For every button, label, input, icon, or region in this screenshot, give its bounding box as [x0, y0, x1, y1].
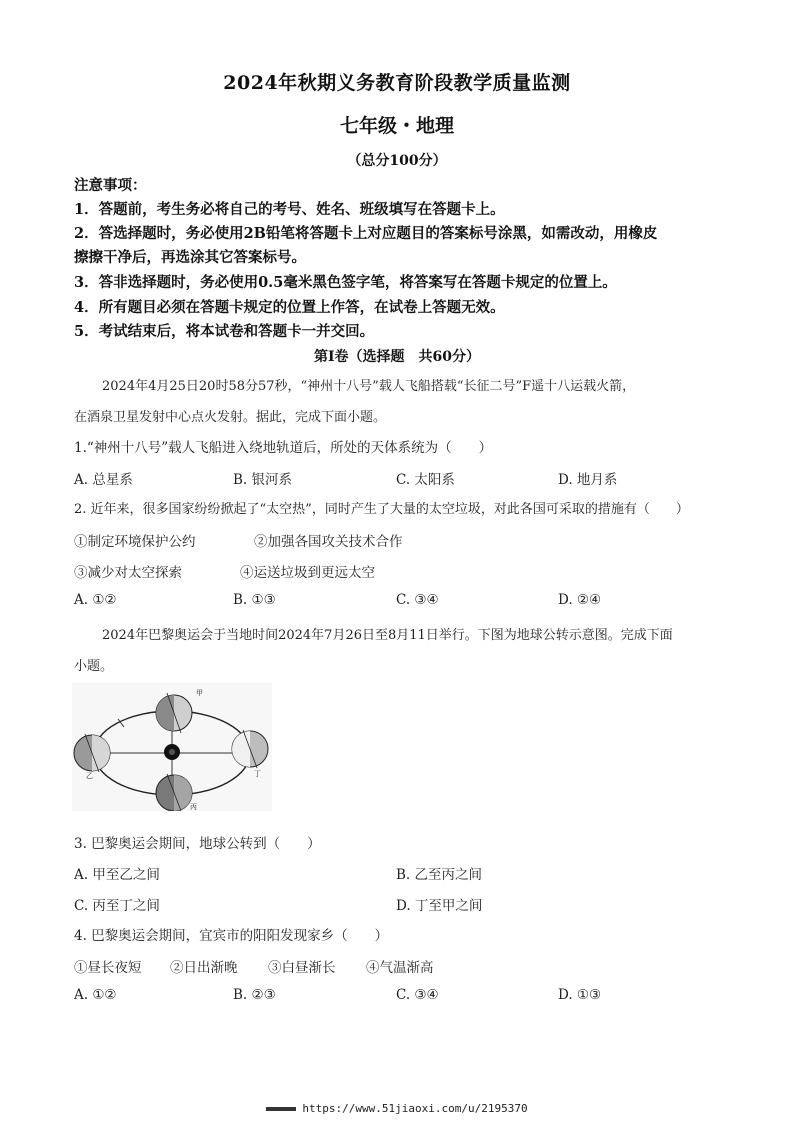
exam-title: 2024年秋期义务教育阶段教学质量监测	[223, 72, 571, 94]
question-2-stem: 2. 近年来，很多国家纷纷掀起了“太空热”，同时产生了大量的太空垃圾，对此各国可采取的措施有（ ）	[74, 502, 689, 517]
q2-statement: ④运送垃圾到更远太空	[240, 565, 375, 581]
earth-ding	[232, 730, 268, 768]
footer-url[interactable]: https://www.51jiaoxi.com/u/2195370	[302, 1102, 528, 1115]
q4-option-b: B. ②③	[233, 987, 276, 1003]
q4-option-c: C. ③④	[396, 987, 439, 1003]
q1-option-c: C. 太阳系	[396, 472, 455, 488]
label-ding: 丁	[254, 770, 261, 778]
q4-statement: ③白昼渐长	[268, 960, 336, 976]
q2-statement: ③减少对太空探索	[74, 565, 182, 581]
label-yi: 乙	[86, 772, 93, 780]
footer-logo-mark	[266, 1107, 296, 1111]
passage-line: 2024年巴黎奥运会于当地时间2024年7月26日至8月11日举行。下图为地球公转示意图。完成下面	[102, 628, 673, 643]
question-3-stem: 3. 巴黎奥运会期间，地球公转到（ ）	[74, 836, 321, 852]
notice-item: 3．答非选择题时，务必使用0.5毫米黑色签字笔，将答案写在答题卡规定的位置上。	[74, 274, 617, 291]
q3-option-b: B. 乙至丙之间	[396, 867, 483, 883]
q2-statement: ①制定环境保护公约	[74, 534, 196, 550]
q4-statement: ④气温渐高	[366, 960, 434, 976]
earth-revolution-diagram	[72, 683, 272, 811]
earth-bing	[156, 774, 192, 811]
notice-item: 2．答选择题时，务必使用2B铅笔将答题卡上对应题目的答案标号涂黑，如需改动，用橡皮	[74, 225, 658, 242]
q4-option-a: A. ①②	[74, 987, 117, 1003]
exam-subtitle: 七年级・地理	[339, 115, 454, 137]
q4-statement: ②日出渐晚	[170, 960, 238, 976]
q1-option-d: D. 地月系	[558, 472, 618, 488]
q2-option-a: A. ①②	[74, 592, 117, 608]
notice-item: 擦擦干净后，再选涂其它答案标号。	[74, 249, 306, 266]
q4-option-d: D. ①③	[558, 987, 602, 1003]
q2-statement: ②加强各国攻关技术合作	[254, 534, 403, 550]
q3-option-c: C. 丙至丁之间	[74, 898, 160, 914]
sun-core	[169, 749, 175, 755]
question-1-stem: 1.“神州十八号”载人飞船进入绕地轨道后，所处的天体系统为（ ）	[74, 440, 493, 456]
section-title: 第Ⅰ卷（选择题 共60分）	[313, 349, 481, 365]
q2-option-c: C. ③④	[396, 592, 439, 608]
label-jia: 甲	[196, 689, 203, 697]
notice-item: 4．所有题目必须在答题卡规定的位置上作答，在试卷上答题无效。	[74, 299, 505, 316]
q4-statement: ①昼长夜短	[74, 960, 142, 976]
passage-line: 2024年4月25日20时58分57秒，“神州十八号”载人飞船搭载“长征二号”F遥十八运载火箭，	[102, 379, 636, 394]
q2-option-d: D. ②④	[558, 592, 602, 608]
earth-revolution-figure	[72, 683, 272, 811]
q2-option-b: B. ①③	[233, 592, 276, 608]
passage-line: 在酒泉卫星发射中心点火发射。据此，完成下面小题。	[74, 410, 387, 425]
total-score: （总分100分）	[347, 153, 447, 169]
footer-watermark	[0, 1102, 794, 1115]
question-4-stem: 4. 巴黎奥运会期间，宜宾市的阳阳发现家乡（ ）	[74, 928, 389, 944]
earth-yi	[74, 734, 110, 772]
notice-item: 5．考试结束后，将本试卷和答题卡一并交回。	[74, 323, 375, 340]
notice-item: 1．答题前，考生务必将自己的考号、姓名、班级填写在答题卡上。	[74, 201, 505, 218]
passage-line: 小题。	[74, 659, 114, 674]
q3-option-d: D. 丁至甲之间	[396, 898, 483, 914]
q3-option-a: A. 甲至乙之间	[74, 867, 160, 883]
label-bing: 丙	[190, 803, 197, 811]
q1-option-b: B. 银河系	[233, 472, 293, 488]
q1-option-a: A. 总星系	[74, 472, 133, 488]
notice-heading: 注意事项：	[74, 177, 147, 194]
